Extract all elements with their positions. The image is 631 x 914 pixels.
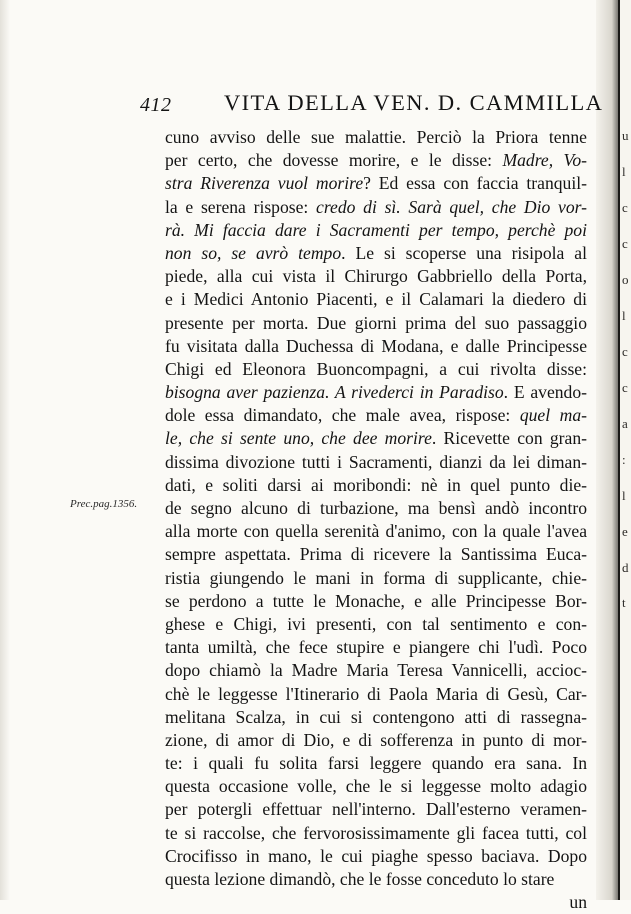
text-line (165, 729, 587, 752)
text-segment: sempre aspettata. Prima di ricevere la Santissima Euca- (165, 544, 587, 565)
text-line (165, 567, 587, 590)
text-segment: se perdono a tutte le Monache, e alle Principesse Bor- (165, 590, 587, 611)
text-line (165, 404, 587, 427)
text-segment: te si raccolse, che fervorosissimamente gli facea tutti, col (165, 822, 587, 843)
text-line (165, 312, 587, 335)
text-line (165, 381, 587, 404)
text-segment: ? Ed essa con faccia tranquil- (363, 173, 587, 194)
text-line (165, 590, 587, 613)
text-segment: te: i quali fu solita farsi leggere quando era sana. In (165, 753, 587, 774)
text-line (165, 868, 587, 891)
text-segment: melitana Scalza, in cui si contengono atti di rassegna- (165, 706, 587, 727)
italic-text-segment: quel ma- (519, 405, 587, 426)
text-line (165, 520, 587, 543)
text-segment: questa lezione dimandò, che le fosse conceduto lo stare (165, 869, 555, 889)
text-segment: dole essa dimandato, che male avea, rispose: (165, 405, 520, 426)
text-segment: e i Medici Antonio Piacenti, e il Calamari la diedero di (165, 289, 587, 310)
text-segment: alla morte con quella serenità d'animo, con la quale l'avea (165, 521, 587, 542)
facing-page-glyph: a (622, 415, 628, 431)
text-line (165, 172, 587, 195)
facing-page-glyph: l (622, 163, 626, 179)
text-segment: . Le si scoperse una risipola al (341, 242, 587, 263)
italic-text-segment: le, che si sente uno, che dee morire (165, 428, 432, 449)
italic-text-segment: credo di sì. Sarà quel, che Dio vor- (316, 196, 587, 217)
body-text (165, 126, 587, 914)
text-segment: ghese e Chigi, ivi presenti, con tal sentimento e con- (165, 613, 587, 634)
facing-page-glyph: : (622, 451, 626, 467)
facing-page-glyph: c (622, 343, 628, 359)
facing-page-glyph: l (622, 487, 626, 503)
text-segment: . E avendo- (503, 382, 587, 403)
text-line (165, 149, 587, 172)
text-line (165, 219, 587, 242)
text-segment: dissima divozione tutti i Sacramenti, dianzi da lei diman- (165, 451, 587, 472)
text-segment: per certo, che dovesse morire, e le disse: (165, 150, 503, 171)
text-segment: per potergli effettuar nell'interno. Dall'esterno veramen- (165, 799, 587, 820)
text-segment: ristia giungendo le mani in forma di supplicante, chie- (165, 567, 587, 588)
text-segment: piede, alla cui vista il Chirurgo Gabbriello della Porta, (165, 266, 587, 287)
text-line (165, 613, 587, 636)
text-line (165, 845, 587, 868)
text-segment: dati, e soliti darsi ai moribondi: nè in quel punto die- (165, 474, 587, 495)
text-line (165, 474, 587, 497)
italic-text-segment: rà. Mi faccia dare i Sacramenti per tempo, perchè poi (165, 219, 587, 240)
page-number: 412 (140, 94, 172, 116)
page-left-shadow (0, 0, 10, 900)
text-segment: tanta umiltà, che fece stupire e piangere chi l'udì. Poco (165, 637, 587, 658)
margin-reference-note: Prec.pag.1356. (70, 498, 138, 510)
text-segment: questa occasione volle, che le si leggesse molto adagio (165, 776, 587, 797)
text-segment: fu visitata dalla Duchessa di Modana, e dalle Principesse (165, 335, 587, 356)
facing-page-glyph: u (622, 128, 629, 143)
text-line (165, 775, 587, 798)
text-line (165, 798, 587, 821)
text-segment: dopo chiamò la Madre Maria Teresa Vannicelli, accioc- (165, 660, 587, 681)
text-segment: chè le leggesse l'Itinerario di Paola Maria di Gesù, Car- (165, 683, 587, 704)
facing-page-glyph: c (622, 379, 628, 395)
italic-text-segment: stra Riverenza vuol morire (165, 173, 364, 194)
text-line (165, 636, 587, 659)
text-line (165, 358, 587, 381)
facing-page-glyph: t (622, 595, 626, 611)
text-line (165, 659, 587, 682)
running-title: VITA DELLA VEN. D. CAMMILLA (224, 90, 604, 115)
text-line (165, 196, 587, 219)
text-line (165, 335, 587, 358)
italic-text-segment: Madre, Vo- (502, 150, 587, 171)
text-line (165, 706, 587, 729)
text-segment: zione, di amor di Dio, e di sofferenza in punto di mor- (165, 729, 587, 750)
text-line (165, 683, 587, 706)
text-segment: la e serena rispose: (165, 196, 317, 217)
italic-text-segment: bisogna aver pazienza. A rivederci in Paradiso (165, 382, 504, 403)
text-line (165, 543, 587, 566)
facing-page-glyph: l (622, 307, 626, 323)
facing-page-glyph: c (622, 199, 628, 215)
text-line (165, 752, 587, 775)
text-line (165, 451, 587, 474)
text-line (165, 822, 587, 845)
text-segment: de segno alcuno di turbazione, ma bensì andò incontro (165, 498, 587, 518)
facing-page-glyph: d (622, 559, 629, 575)
facing-page-edge (618, 0, 631, 900)
text-segment: Crocifisso in mano, le cui piaghe spesso baciava. Dopo (165, 845, 587, 866)
text-segment: Chigi ed Eleonora Buoncompagni, a cui rivolta disse: (165, 358, 587, 379)
text-segment: . Ricevette con gran- (431, 428, 587, 449)
text-line (165, 242, 587, 265)
facing-page-glyph: e (622, 523, 628, 539)
catchword: un (569, 892, 587, 913)
text-segment: presente per morta. Due giorni prima del suo passaggio (165, 312, 587, 333)
text-line (165, 288, 587, 311)
facing-page-glyph: o (622, 271, 629, 287)
text-line (165, 265, 587, 288)
text-line (165, 497, 587, 520)
facing-page-glyph: c (622, 235, 628, 251)
page-header (140, 88, 604, 122)
italic-text-segment: non so, se avrò tempo (165, 242, 342, 263)
text-line (165, 427, 587, 450)
text-line (165, 126, 587, 149)
text-segment: cuno avviso delle sue malattie. Perciò la Priora tenne (165, 127, 587, 147)
